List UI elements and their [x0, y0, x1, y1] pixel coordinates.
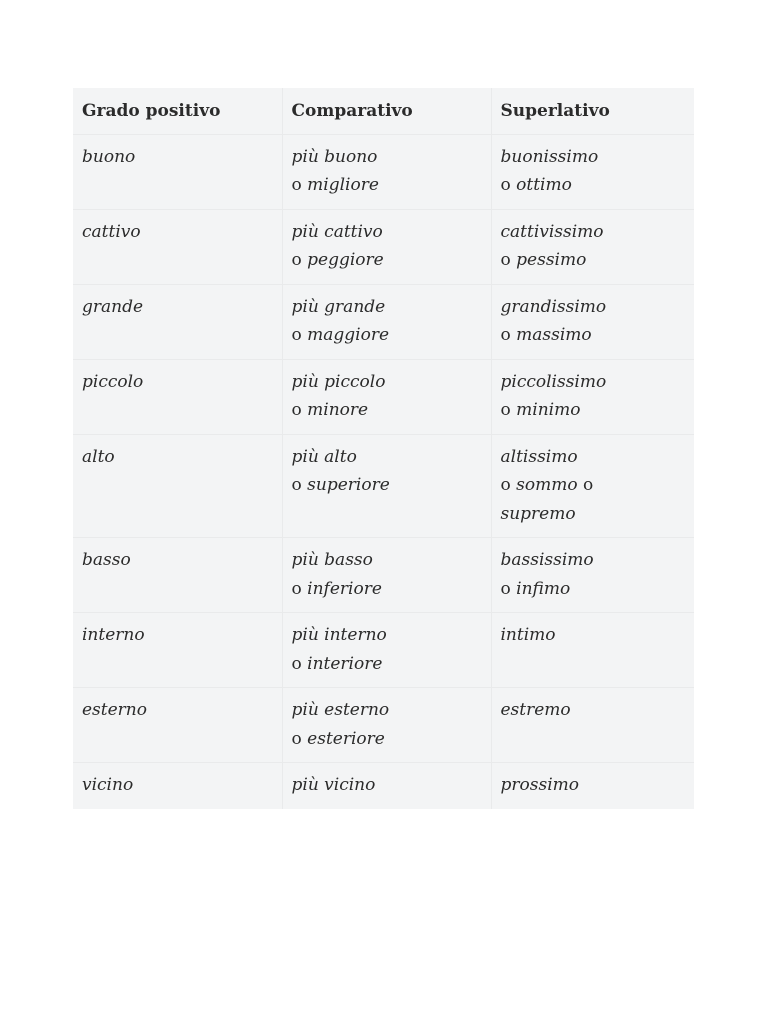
cell-line: [292, 771, 482, 800]
cell-positive: [73, 284, 282, 359]
word: massimo: [516, 325, 592, 345]
table-body: [73, 134, 694, 809]
cell-line: [501, 171, 686, 200]
word: migliore: [307, 175, 379, 195]
word: bassissimo: [500, 550, 594, 570]
table-row: [73, 763, 694, 809]
cell-line: [292, 396, 482, 425]
cell-superlative: [491, 209, 694, 284]
cell-line: [501, 368, 686, 397]
word: vicino: [82, 775, 134, 795]
word: altissimo: [500, 446, 578, 467]
word: interno: [82, 625, 145, 645]
word: cattivissimo: [500, 221, 604, 242]
word: minimo: [516, 400, 581, 420]
cell-comparative: [282, 613, 491, 688]
word: prossimo: [500, 775, 579, 795]
cell-line: [501, 471, 686, 500]
word: cattivo: [82, 221, 141, 242]
cell-positive: [73, 209, 282, 284]
cell-line: [292, 293, 482, 322]
cell-line: [292, 218, 482, 247]
conjunction: o: [291, 250, 302, 270]
table-row: [73, 688, 694, 763]
cell-positive: [73, 434, 282, 538]
comparison-table-container: [73, 88, 694, 809]
cell-comparative: [282, 538, 491, 613]
word: basso: [82, 550, 131, 570]
conjunction: o: [291, 578, 302, 599]
word: più buono: [291, 146, 378, 167]
cell-superlative: [491, 284, 694, 359]
word: più interno: [291, 625, 387, 645]
word: infimo: [516, 578, 571, 599]
degrees-of-comparison-table: [73, 88, 694, 809]
word: ottimo: [516, 175, 572, 195]
cell-comparative: [282, 284, 491, 359]
cell-positive: [73, 613, 282, 688]
table-row: [73, 134, 694, 209]
cell-superlative: [491, 688, 694, 763]
cell-line: [501, 771, 686, 800]
cell-line: [292, 621, 482, 650]
word: buono: [82, 146, 136, 167]
word: pessimo: [516, 250, 587, 270]
cell-line: [501, 546, 686, 575]
cell-comparative: [282, 688, 491, 763]
table-row: [73, 284, 694, 359]
word: buonissimo: [500, 146, 599, 167]
word: più vicino: [291, 775, 376, 795]
conjunction: o: [500, 325, 511, 345]
cell-line: [501, 575, 686, 604]
word: intimo: [500, 625, 556, 645]
cell-line: [292, 546, 482, 575]
word: piccolissimo: [500, 371, 607, 392]
cell-line: [292, 725, 482, 754]
cell-superlative: [491, 763, 694, 809]
word: più piccolo: [291, 371, 386, 392]
word: inferiore: [307, 578, 382, 599]
cell-line: [292, 171, 482, 200]
cell-line: [501, 696, 686, 725]
word: piccolo: [82, 371, 144, 392]
cell-superlative: [491, 359, 694, 434]
word: maggiore: [307, 325, 390, 345]
cell-line: [292, 575, 482, 604]
word: grandissimo: [500, 296, 607, 317]
header-positive: Grado positivo: [82, 101, 221, 121]
conjunction: o: [291, 475, 302, 495]
cell-comparative: [282, 434, 491, 538]
cell-positive: [73, 538, 282, 613]
cell-line: [292, 471, 482, 500]
header-superlative: Superlativo: [491, 88, 694, 134]
cell-comparative: [282, 209, 491, 284]
cell-line: [501, 246, 686, 275]
cell-superlative: [491, 538, 694, 613]
cell-line: [292, 321, 482, 350]
word: peggiore: [307, 250, 384, 270]
word: grande: [82, 296, 144, 317]
conjunction: o: [291, 325, 302, 345]
cell-positive: [73, 134, 282, 209]
cell-positive: [73, 763, 282, 809]
table-row: [73, 434, 694, 538]
cell-line: [501, 293, 686, 322]
cell-line: [501, 443, 686, 472]
table-row: [73, 209, 694, 284]
word: sommo: [516, 475, 578, 495]
conjunction: o: [291, 175, 302, 195]
conjunction: o: [583, 475, 594, 495]
word: supremo: [500, 503, 576, 524]
conjunction: o: [500, 400, 511, 420]
cell-superlative: [491, 134, 694, 209]
word: esteriore: [307, 728, 385, 749]
conjunction: o: [500, 250, 511, 270]
conjunction: o: [291, 653, 302, 674]
header-comparative: Comparativo: [282, 88, 491, 134]
cell-line: [292, 143, 482, 172]
cell-line: [292, 650, 482, 679]
cell-comparative: [282, 359, 491, 434]
word: più cattivo: [291, 221, 383, 242]
word: esterno: [82, 700, 147, 720]
word: più grande: [291, 296, 386, 317]
table-row: [73, 613, 694, 688]
word: estremo: [500, 700, 571, 720]
cell-superlative: [491, 434, 694, 538]
conjunction: o: [500, 578, 511, 599]
cell-line: [501, 621, 686, 650]
conjunction: o: [291, 400, 302, 420]
word: superiore: [307, 475, 390, 495]
cell-positive: [73, 359, 282, 434]
cell-comparative: [282, 763, 491, 809]
cell-comparative: [282, 134, 491, 209]
word: alto: [82, 446, 115, 467]
word: più esterno: [291, 700, 390, 720]
word: interiore: [307, 653, 383, 674]
cell-line: [501, 500, 686, 529]
cell-line: [292, 368, 482, 397]
table-row: [73, 538, 694, 613]
cell-line: [501, 321, 686, 350]
conjunction: o: [291, 728, 302, 749]
cell-line: [292, 246, 482, 275]
conjunction: o: [500, 475, 511, 495]
cell-line: [501, 218, 686, 247]
cell-line: [292, 443, 482, 472]
table-row: [73, 359, 694, 434]
cell-line: [292, 696, 482, 725]
cell-line: [501, 396, 686, 425]
conjunction: o: [500, 175, 511, 195]
word: più basso: [291, 550, 373, 570]
table-header-row: [73, 88, 694, 134]
cell-positive: [73, 688, 282, 763]
cell-superlative: [491, 613, 694, 688]
word: minore: [307, 400, 369, 420]
word: più alto: [291, 446, 357, 467]
cell-line: [501, 143, 686, 172]
